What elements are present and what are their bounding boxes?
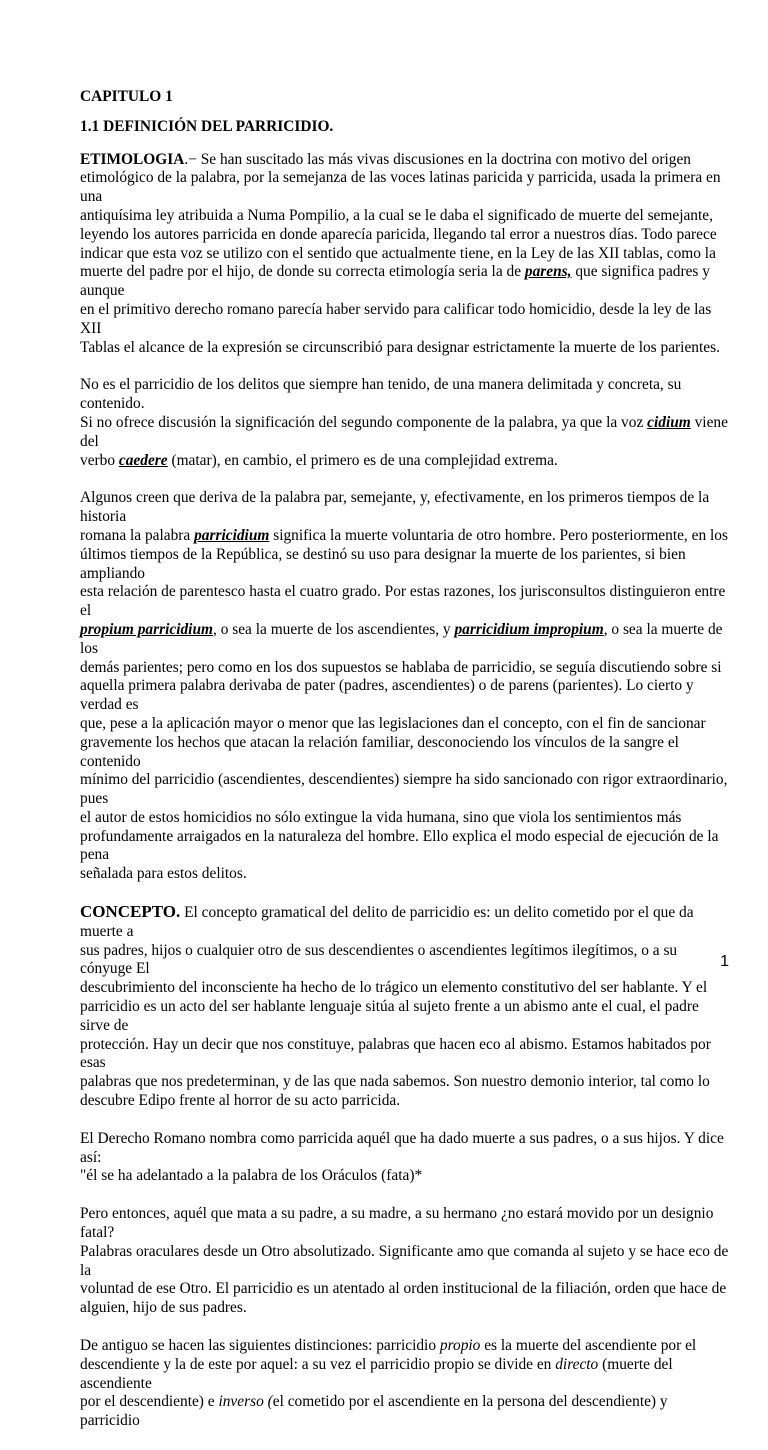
text: (muerte del ascendiente por el descendiente) e (80, 1355, 673, 1411)
document-page (80, 88, 730, 1450)
etimologia-label: ETIMOLOGIA (80, 150, 185, 168)
term-inverso: inverso ( (218, 1393, 273, 1411)
paragraph-concepto (80, 903, 730, 1111)
term-propio: propio (439, 1337, 481, 1355)
paragraph-distinciones (80, 1337, 730, 1431)
term-parricidium-impropium: parricidium impropium (454, 620, 604, 638)
text: viene del verbo (80, 413, 728, 469)
paragraph-etimologia (80, 151, 730, 358)
chapter-heading: CAPITULO 1 (80, 88, 173, 105)
section-heading: 1.1 DEFINICIÓN DEL PARRICIDIO. (80, 117, 334, 135)
page-number: 1 (720, 953, 729, 970)
paragraph-cidium (80, 376, 730, 470)
text: es la muerte del ascendiente por el descendiente y la de este por aquel: a su vez el parricidio propio se divide en (80, 1337, 697, 1373)
text: Algunos creen que deriva de la palabra par, semejante, y, efectivamente, en los primeros tiempos de la historia romana la palabra (80, 489, 710, 544)
text: que significa padres y aunque en el primitivo derecho romano parecía haber servido para calificar todo homicidio, desde la ley de las XII Tablas el alcance de la expresión se circunscribió para designar estrictamente la muerte de los parientes. (80, 263, 720, 356)
text: el cometido por el ascendiente en la persona del descendiente) y parricidio (80, 1393, 668, 1430)
text: significa la muerte voluntaria de otro hombre. Pero posteriormente, en los últimos tiempos de la República, se destinó su uso para designar la muerte de los parientes, si bien ampliando esta relación de parentesco hasta el cuatro grado. Por estas razones, los jurisconsultos distinguieron entre el (80, 526, 728, 620)
paragraph-derecho-romano: El Derecho Romano nombra como parricida aquél que ha dado muerte a sus padres, o a sus hijos. Y dice así: "él se ha adelantado a la palabra de los Oráculos (fata)* (80, 1129, 724, 1185)
term-caedere: caedere (118, 451, 168, 469)
term-cidium: cidium (647, 413, 691, 431)
term-propium-parricidium: propium parricidium (80, 620, 213, 638)
term-directo: directo (555, 1355, 599, 1373)
text: , o sea la muerte de los ascendientes, y (213, 620, 455, 638)
term-parens: parens, (524, 263, 572, 281)
text: De antiguo se hacen las siguientes distinciones: parricidio (80, 1337, 440, 1355)
paragraph-parricidium (80, 489, 730, 884)
concepto-label: CONCEPTO. (80, 902, 181, 922)
text: (matar), en cambio, el primero es de una complejidad extrema. (167, 451, 558, 469)
text: , o sea la muerte de los demás parientes; pero como en los dos supuestos se hablaba de parricidio, se seguía discutiendo sobre si aquella primera palabra derivaba de pater (padres, ascendientes) o de parens (parientes). Lo cierto y verdad es que, pese a la aplicación mayor o menor que las legislaciones dan el concepto, con el fin de sancionar gravemente los hechos que atacan la relación familiar, desconociendo los vínculos de la sangre el contenido mínimo del parricidio (ascendientes, descendientes) siempre ha sido sancionado con rigor extraordinario, pues el autor de estos homicidios no sólo extingue la vida humana, sino que viola los sentimientos más profundamente arraigados en la naturaleza del hombre. Ello explica el modo especial de ejecución de la pena señalada para estos delitos. (80, 620, 728, 883)
text: El concepto gramatical del delito de parricidio es: un delito cometido por el que da muerte a sus padres, hijos o cualquier otro de sus descendientes o ascendientes legítimos ilegítimos, o a su cónyuge El descubrimiento del inconsciente ha hecho de lo trágico un elemento constitutivo del ser hablante. Y el parricidio es un acto del ser hablante lenguaje sitúa al sujeto frente a un abismo ante el cual, el padre sirve de protección. Hay un decir que nos constituye, palabras que hacen eco al abismo. Estamos habitados por esas palabras que nos predeterminan, y de las que nada sabemos. Son nuestro demonio interior, tal como lo descubre Edipo frente al horror de su acto parricida. (80, 904, 711, 1110)
text: .− Se han suscitado las más vivas discusiones en la doctrina con motivo del origen etimológico de la palabra, por la semejanza de las voces latinas paricida y parricida, usada la primera en una antiquísima ley atribuida a Numa Pompilio, a la cual se le daba el significado de muerte del semejante, leyendo los autores parricida en donde aparecía paricida, llegando tal error a nuestros días. Todo parece indicar que esta voz se utilizo con el sentido que actualmente tiene, en la Ley de las XII tablas, como la muerte del padre por el hijo, de donde su correcta etimología seria la de (80, 150, 721, 281)
term-parricidium: parricidium (194, 526, 270, 544)
paragraph-designio: Pero entonces, aquél que mata a su padre, a su madre, a su hermano ¿no estará movido por un designio fatal? Palabras oraculares desde un Otro absolutizado. Significante amo que comanda al sujeto y se hace eco de la voluntad de ese Otro. El parricidio es un atentado al orden institucional de la filiación, orden que hace de alguien, hijo de sus padres. (80, 1205, 729, 1317)
text: No es el parricidio de los delitos que siempre han tenido, de una manera delimitada y concreta, su contenido. Si no ofrece discusión la significación del segundo componente de la palabra, ya que la voz (80, 376, 682, 431)
